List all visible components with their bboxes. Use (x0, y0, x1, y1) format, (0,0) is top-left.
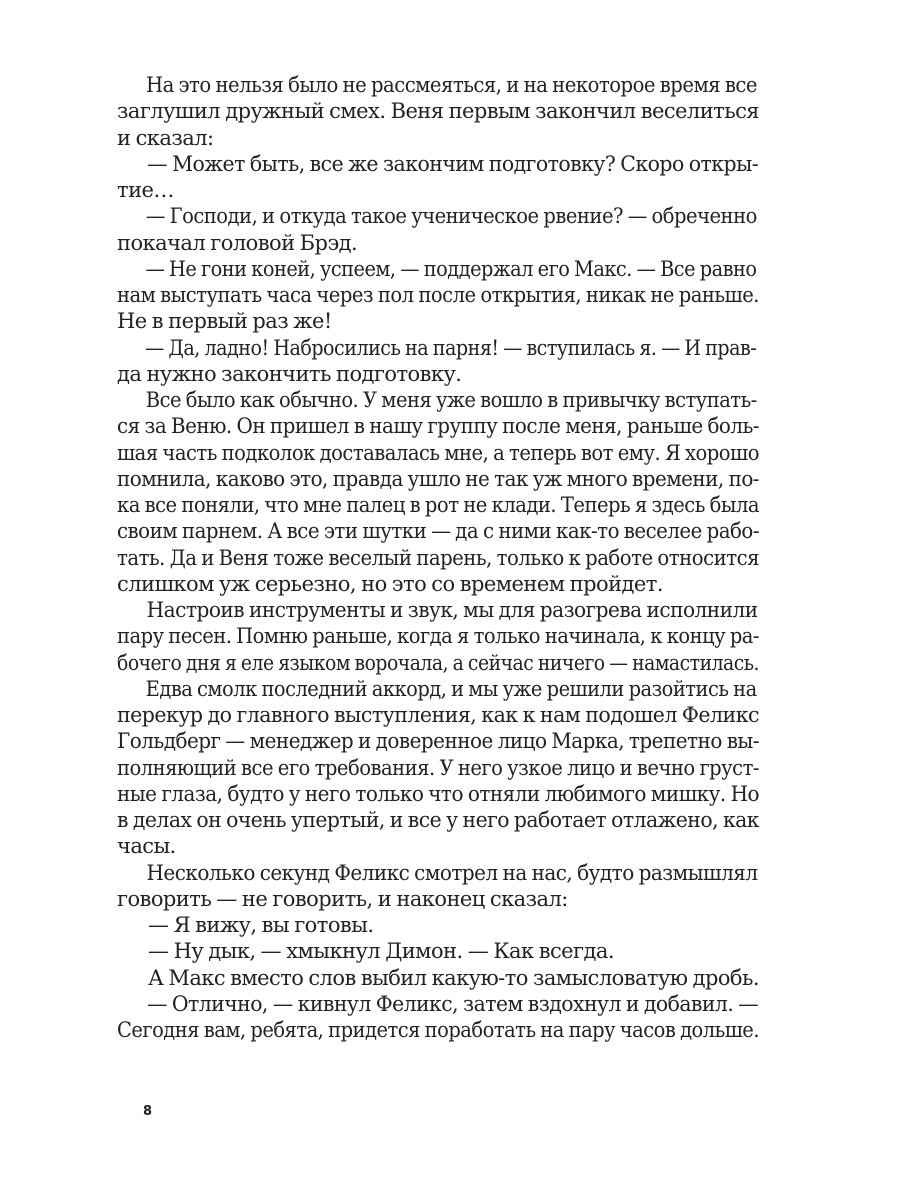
text-line: своим парнем. А все эти шутки — да с ними как-то веселее рабо- (117, 519, 759, 544)
text-line: да нужно закончить подготовку. (117, 361, 462, 386)
text-line: — Может быть, все же закончим подготовку? Скоро откры- (147, 151, 759, 176)
text-line: Все было как обычно. У меня уже вошло в привычку вступать- (145, 388, 757, 412)
text-line: — Господи, и откуда такое ученическое рвение? — обреченно (145, 204, 757, 229)
text-line: ные глаза, будто у него только что отняли любимого мишку. Но (117, 781, 759, 806)
text-line: Едва смолк последний аккорд, и мы уже решили разойтись на (145, 676, 757, 701)
text-line: — Я вижу, вы готовы. (148, 913, 374, 937)
text-line: На это нельзя было не рассмеяться, и на некоторое время все (145, 73, 757, 97)
text-line: Сегодня вам, ребята, придется поработать на пару часов дольше. (117, 1018, 759, 1042)
text-line: — Ну дык, — хмыкнул Димон. — Как всегда. (148, 939, 614, 964)
text-line: ся за Веню. Он пришел в нашу группу после меня, раньше боль- (117, 414, 759, 439)
text-line: полняющий все его требования. У него узкое лицо и вечно груст- (117, 755, 759, 780)
text-line: тать. Да и Веня тоже веселый парень, только к работе относится (117, 545, 759, 570)
text-line: в делах он очень упертый, и все у него работает отлажено, как (117, 808, 759, 832)
text-line: слишком уж серьезно, но это со временем пройдет. (117, 571, 663, 596)
page-number: 8 (143, 1104, 153, 1119)
text-line: перекур до главного выступления, как к нам подошел Феликс (117, 703, 759, 727)
text-line: Настроив инструменты и звук, мы для разогрева исполнили (146, 598, 758, 622)
text-line: нам выступать часа через пол после открытия, никак не раньше. (117, 283, 759, 307)
text-line: пару песен. Помню раньше, когда я только начинала, к концу ра- (117, 624, 759, 649)
text-line: заглушил дружный смех. Веня первым закончил веселиться (117, 99, 759, 124)
text-line: помнила, каково это, правда ушло не так уж много времени, по- (117, 466, 759, 491)
text-line: — Да, ладно! Набросились на парня! — вступилась я. — И прав- (145, 335, 757, 360)
text-line: — Не гони коней, успеем, — поддержал его Макс. — Все равно (145, 256, 757, 281)
text-line: Несколько секунд Феликс смотрел на нас, будто размышлял (146, 860, 758, 885)
text-line: тие… (117, 178, 174, 202)
text-line: и сказал: (117, 125, 214, 150)
text-line: ка все поняли, что мне палец в рот не клади. Теперь я здесь была (117, 493, 759, 517)
text-line: А Макс вместо слов выбил какую-то замысловатую дробь. (147, 965, 759, 990)
text-line: Гольдберг — менеджер и доверенное лицо Марка, трепетно вы- (117, 729, 759, 754)
text-line: — Отлично, — кивнул Феликс, затем вздохнул и добавил. — (147, 991, 759, 1016)
text-line: покачал головой Брэд. (117, 230, 358, 255)
text-line: шая часть подколок доставалась мне, а теперь вот ему. Я хорошо (117, 440, 759, 465)
text-line: часы. (117, 834, 176, 859)
text-line: бочего дня я еле языком ворочала, а сейчас ничего — намастилась. (117, 650, 759, 675)
text-line: Не в первый раз же! (117, 309, 332, 334)
text-line: говорить — не говорить, и наконец сказал: (117, 886, 568, 911)
